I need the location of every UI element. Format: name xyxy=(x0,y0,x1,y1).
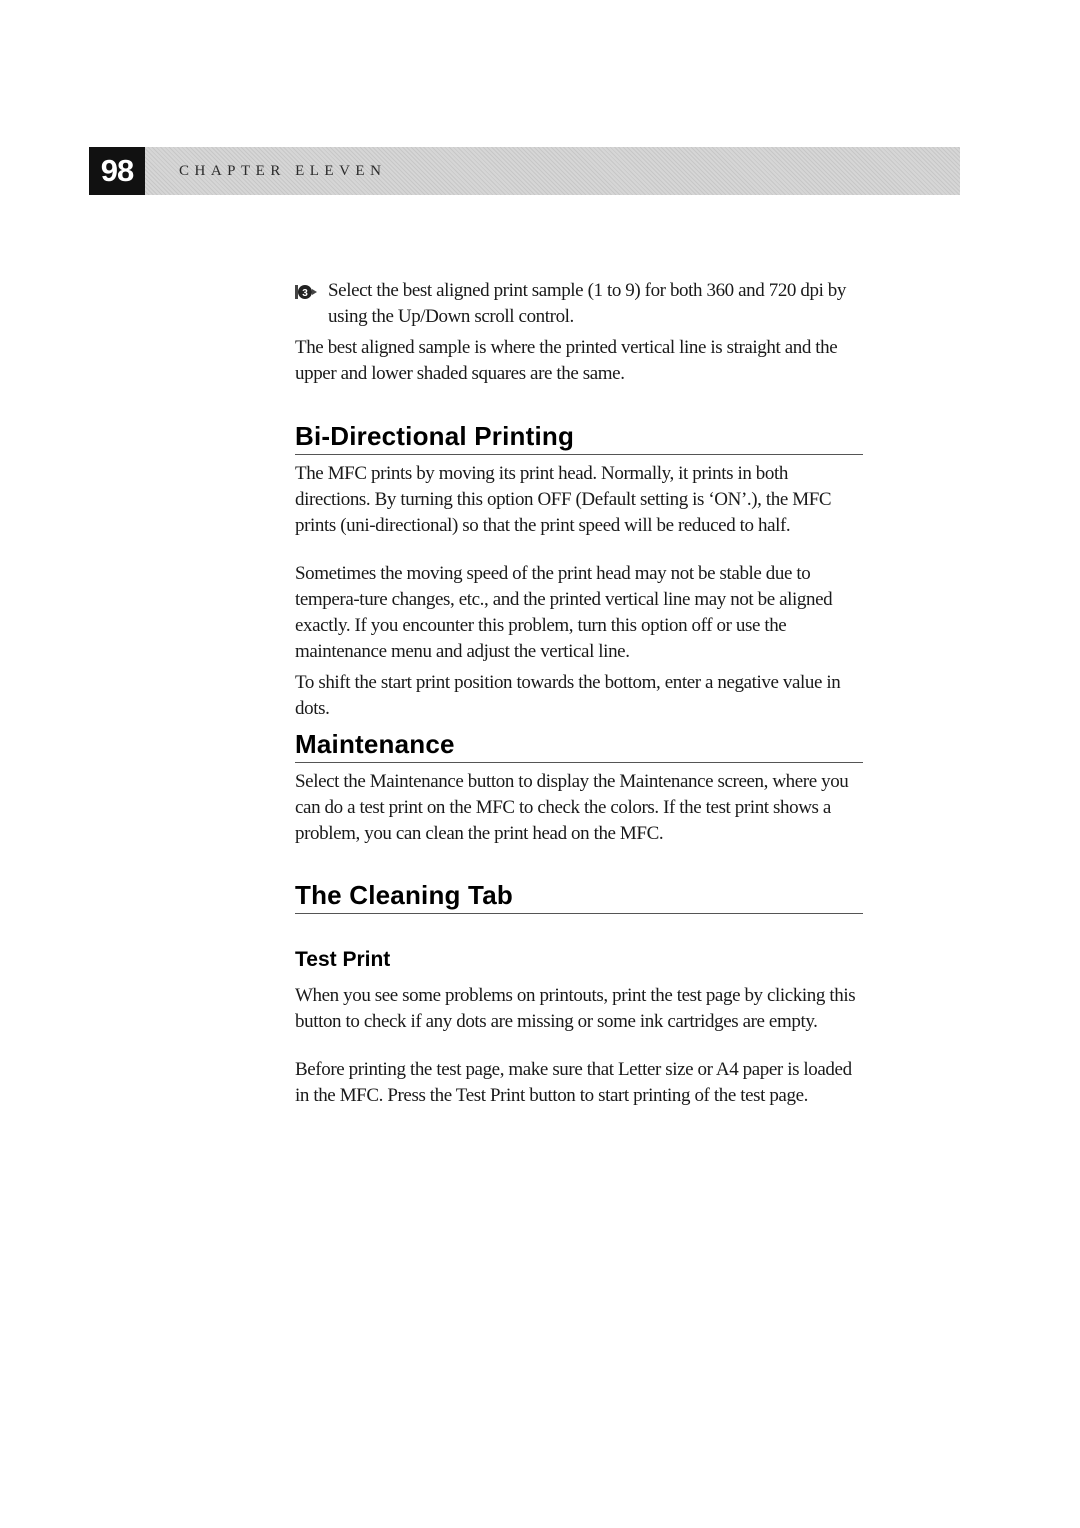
svg-text:3: 3 xyxy=(302,288,308,299)
intro-paragraph: The best aligned sample is where the printed vertical line is straight and the upper and lower shaded squares are the same. xyxy=(295,337,838,384)
subheading-test-print: Test Print xyxy=(295,948,391,971)
step-3-arrow-icon xyxy=(295,284,317,300)
heading-maintenance: Maintenance xyxy=(295,728,863,763)
test-print-paragraph-2: Before printing the test page, make sure that Letter size or A4 paper is loaded in the MFC. Press the Test Print button to start printing of the test page. xyxy=(295,1059,852,1106)
chapter-label: CHAPTER ELEVEN xyxy=(179,163,387,179)
maintenance-paragraph: Select the Maintenance button to display the Maintenance screen, where you can do a test print on the MFC to check the colors. If the test print shows a problem, you can clean the print head on the MFC. xyxy=(295,771,849,844)
bidirectional-paragraph-3: To shift the start print position towards the bottom, enter a negative value in dots. xyxy=(295,672,841,719)
bidirectional-paragraph-1: The MFC prints by moving its print head. Normally, it prints in both directions. By turning this option OFF (Default setting is ‘ON’.), the MFC prints (uni-directional) so that the print speed will be reduced to half. xyxy=(295,463,832,536)
step-3-text: Select the best aligned print sample (1 to 9) for both 360 and 720 dpi by using the Up/Down scroll control. xyxy=(328,280,846,327)
bidirectional-paragraph-2: Sometimes the moving speed of the print head may not be stable due to tempera-ture changes, etc., and the printed vertical line may not be aligned exactly. If you encounter this problem, turn this option off or use the maintenance menu and adjust the vertical line. xyxy=(295,563,833,662)
heading-cleaning-tab: The Cleaning Tab xyxy=(295,879,863,914)
chapter-header-band xyxy=(89,147,960,195)
heading-bi-directional-printing: Bi-Directional Printing xyxy=(295,420,863,455)
test-print-paragraph-1: When you see some problems on printouts, print the test page by clicking this button to check if any dots are missing or some ink cartridges are empty. xyxy=(295,985,856,1032)
page-number: 98 xyxy=(89,147,145,195)
